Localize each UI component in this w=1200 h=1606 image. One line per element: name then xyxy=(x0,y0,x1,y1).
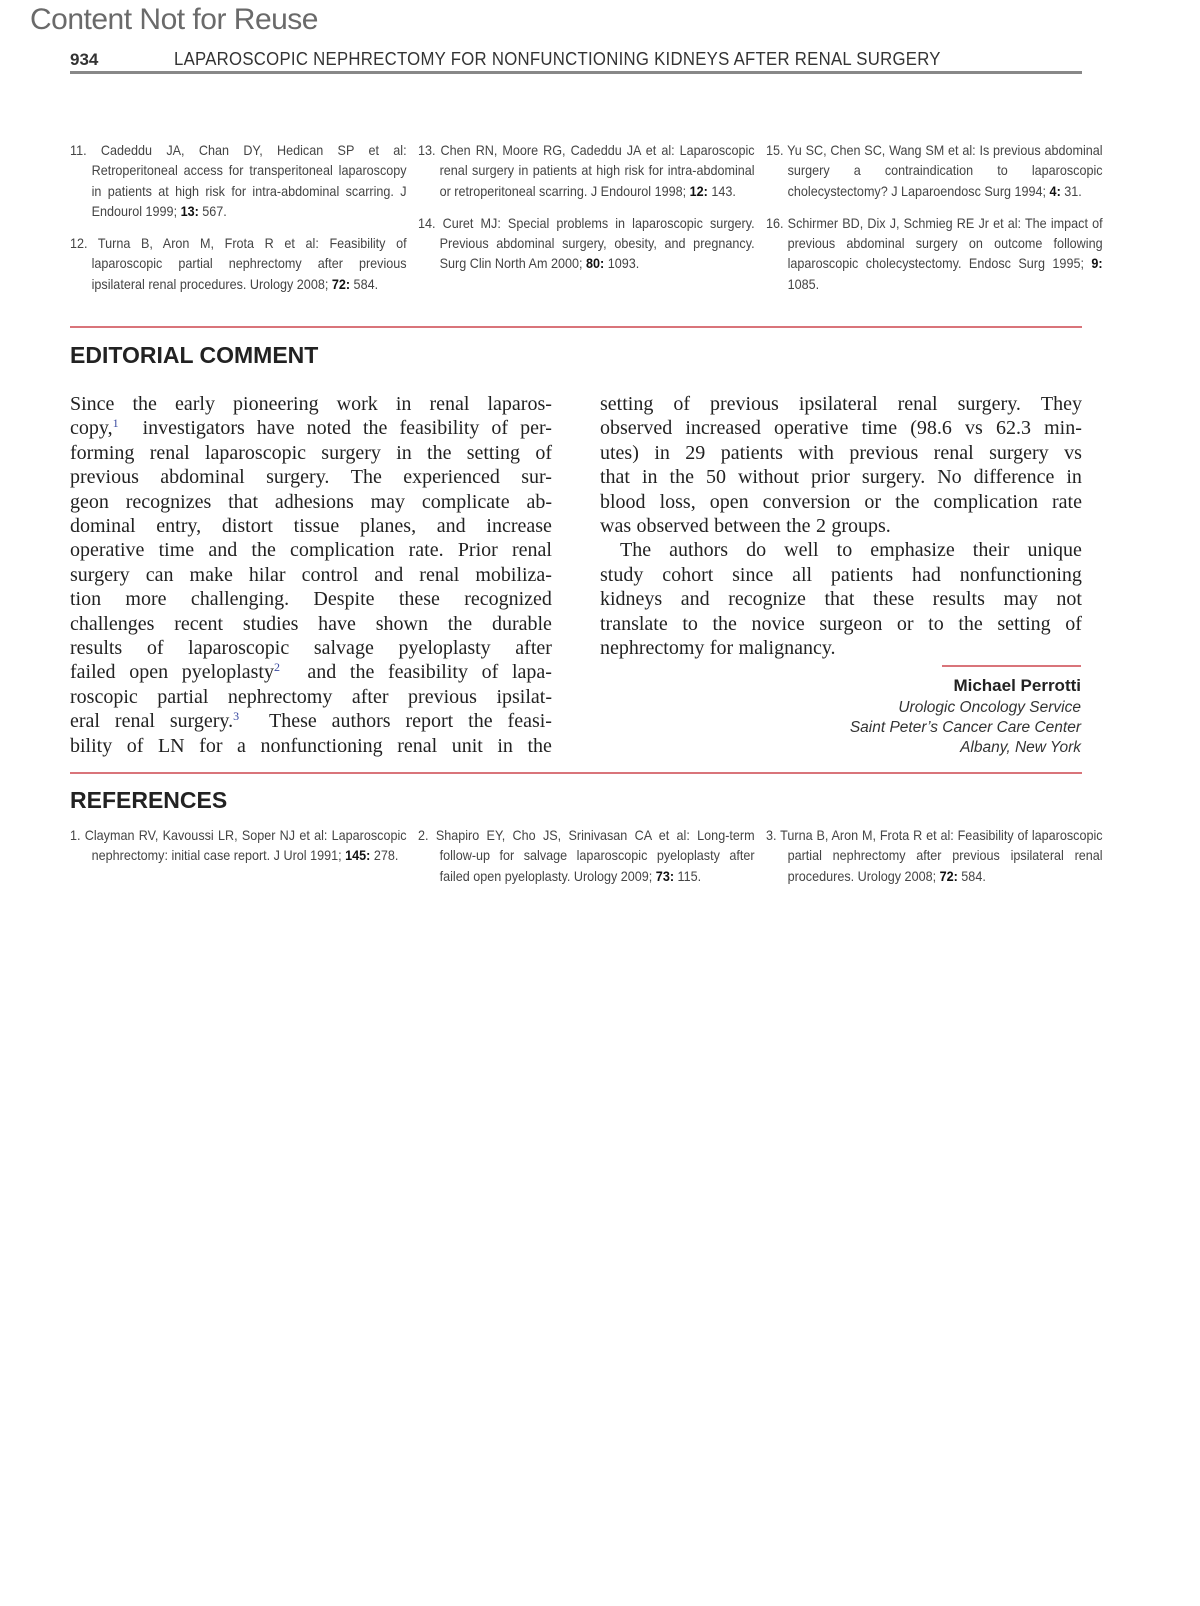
word: may xyxy=(1003,588,1038,611)
text-line xyxy=(70,490,552,514)
text-run: 1093. xyxy=(604,255,640,272)
word: or xyxy=(864,490,882,513)
word: bility xyxy=(70,734,113,757)
word: the xyxy=(669,466,694,489)
word: studies xyxy=(242,612,299,635)
word: pioneering xyxy=(233,393,319,415)
word: groups. xyxy=(831,515,891,538)
watermark: Content Not for Reuse xyxy=(30,3,318,36)
reference-item xyxy=(766,213,1103,294)
section-divider xyxy=(70,772,1082,774)
word: and xyxy=(374,563,404,586)
word: authors xyxy=(669,539,729,562)
word: malignancy. xyxy=(738,637,836,660)
author-name: Michael Perrotti xyxy=(953,676,1081,695)
word: the xyxy=(895,490,920,513)
volume-number: 9: xyxy=(1091,255,1103,272)
word: of xyxy=(146,637,164,660)
word: observed xyxy=(636,515,709,538)
word: renal xyxy=(397,734,438,757)
word: previous xyxy=(70,466,139,489)
running-header-title: LAPAROSCOPIC NEPHRECTOMY FOR NONFUNCTIONING KIDNEYS AFTER RENAL SURGERY xyxy=(174,49,941,69)
text-line xyxy=(600,636,1082,660)
word: renal xyxy=(149,441,190,464)
text-line xyxy=(70,636,552,660)
word: rate. xyxy=(408,539,444,562)
word: of xyxy=(491,417,509,440)
word: nephrectomy xyxy=(227,685,333,708)
word: conversion xyxy=(762,490,851,513)
word: blood xyxy=(600,490,646,513)
word: recognize xyxy=(728,588,806,611)
text-run: 11. Cadeddu JA, Chan DY, Hedican SP et al: Retroperitoneal access for transperitoneal laparoscopy in patients at high risk for intra-abdominal scarring. J Endourol 1999; xyxy=(70,142,407,219)
word: can xyxy=(145,563,174,586)
text-line xyxy=(70,660,552,684)
continued-references xyxy=(70,140,1103,306)
word: durable xyxy=(491,612,552,635)
text-line xyxy=(70,392,552,416)
word: laparos- xyxy=(487,393,552,415)
author-institution: Saint Peter’s Cancer Care Center xyxy=(849,719,1081,736)
word: vs xyxy=(965,417,983,440)
word: recent xyxy=(174,612,224,635)
text-run: 115. xyxy=(674,867,702,884)
word: mobiliza- xyxy=(475,563,552,586)
word: abdominal xyxy=(160,466,245,489)
reference-column xyxy=(418,140,755,306)
reference-item xyxy=(766,140,1103,201)
text-run: 1. Clayman RV, Kavoussi LR, Soper NJ et al: Laparoscopic nephrectomy: initial case report. J Urol 1991; xyxy=(70,827,407,864)
word: to xyxy=(682,612,698,635)
text-line xyxy=(600,441,1082,465)
text-run: 3. Turna B, Aron M, Frota R et al: Feasibility of laparoscopic partial nephrectomy after previous ipsilateral renal procedures. Urology 2008; xyxy=(766,827,1103,884)
word: more xyxy=(125,588,167,611)
word: feasi- xyxy=(507,710,552,733)
word: report xyxy=(405,710,454,733)
word: renal xyxy=(419,563,460,586)
word: experienced xyxy=(403,466,500,489)
editorial-column-right xyxy=(600,392,1082,660)
word: that xyxy=(228,490,259,513)
word: time xyxy=(861,417,898,440)
word: and xyxy=(208,539,238,562)
word: vs xyxy=(1064,441,1082,464)
word: min- xyxy=(1044,417,1082,440)
word: of xyxy=(1065,612,1082,635)
text-run: 16. Schirmer BD, Dix J, Schmieg RE Jr et al: The impact of previous abdominal surgery on outcome following laparoscopic cholecystectomy. Endosc Surg 1995; xyxy=(766,214,1103,272)
word: the xyxy=(349,661,375,684)
word: make xyxy=(189,563,233,586)
word: complication xyxy=(290,539,395,562)
word: and xyxy=(436,515,466,538)
volume-number: 80: xyxy=(585,255,605,272)
text-line xyxy=(600,563,1082,587)
text-line xyxy=(70,734,552,758)
word: well xyxy=(784,539,819,562)
word: open xyxy=(129,661,169,684)
word: ab- xyxy=(526,490,552,513)
signature-rule xyxy=(942,665,1081,667)
word: tissue xyxy=(293,515,340,538)
word: that xyxy=(824,588,855,611)
text-line xyxy=(70,587,552,611)
word: all xyxy=(792,563,813,586)
word: in xyxy=(1066,466,1082,489)
text-line xyxy=(600,538,1082,562)
word: between xyxy=(714,515,781,538)
word: renal xyxy=(897,393,938,415)
word: rate xyxy=(1051,490,1082,513)
volume-number: 72: xyxy=(939,867,958,884)
reference-item xyxy=(70,140,407,221)
word: setting xyxy=(997,612,1051,635)
word: for xyxy=(709,637,734,660)
text-line xyxy=(600,392,1082,416)
page-number: 934 xyxy=(70,50,99,69)
word: sur- xyxy=(521,466,552,489)
references-heading: REFERENCES xyxy=(70,787,228,813)
word: their xyxy=(972,539,1010,562)
reference-item xyxy=(766,825,1103,886)
reference-column xyxy=(70,825,407,898)
word: nonfunctioning xyxy=(959,563,1082,586)
word: surgery. xyxy=(861,466,926,489)
editorial-heading: EDITORIAL COMMENT xyxy=(70,342,319,368)
word: renal xyxy=(512,539,552,562)
text-run: 278. xyxy=(370,847,399,864)
word: investigators xyxy=(142,417,245,440)
word: the xyxy=(468,710,493,733)
word: complicate xyxy=(421,490,510,513)
word: surgery. xyxy=(266,466,330,489)
word: the xyxy=(712,612,737,635)
word: control xyxy=(301,563,359,586)
word: recognizes xyxy=(125,490,212,513)
volume-number: 73: xyxy=(655,867,675,884)
citation-superscript: 3 xyxy=(233,709,240,724)
word: loss, xyxy=(659,490,696,513)
text-run: 31. xyxy=(1060,182,1082,199)
word: of xyxy=(673,393,690,415)
citation-superscript: 2 xyxy=(273,660,280,675)
word: increased xyxy=(685,417,761,440)
word: previous xyxy=(408,685,477,708)
word: challenging. xyxy=(190,588,290,611)
word: failed xyxy=(70,661,116,684)
word: laparoscopic xyxy=(204,441,307,464)
word: 2 xyxy=(815,515,826,538)
word: patients xyxy=(830,563,894,586)
volume-number: 12: xyxy=(689,182,708,199)
word: lapa- xyxy=(512,661,552,684)
word: the xyxy=(786,515,811,538)
word: of xyxy=(481,661,499,684)
word: have xyxy=(256,417,295,440)
word: These xyxy=(268,710,317,733)
reference-item xyxy=(418,140,755,201)
word: pyeloplasty$^2$ xyxy=(181,660,280,684)
word: after xyxy=(351,685,389,708)
word: cohort xyxy=(662,563,714,586)
word: feasibility xyxy=(388,661,468,684)
text-line xyxy=(600,416,1082,440)
word: increase xyxy=(486,515,552,538)
word: early xyxy=(175,393,215,415)
word: prior xyxy=(811,466,850,489)
word: 50 xyxy=(705,466,726,489)
word: in xyxy=(654,441,670,464)
word: nephrectomy xyxy=(600,637,705,660)
text-line xyxy=(70,685,552,709)
word: laparoscopic xyxy=(188,637,290,660)
word: the xyxy=(427,441,452,464)
text-run: 14. Curet MJ: Special problems in laparoscopic surgery. Previous abdominal surgery, obesity, and pregnancy. Surg Clin North Am 2000; xyxy=(418,214,755,272)
word: the xyxy=(132,393,157,415)
word: setting xyxy=(600,393,654,415)
volume-number: 4: xyxy=(1049,182,1061,199)
word: ipsilateral xyxy=(798,393,878,415)
text-line xyxy=(70,612,552,636)
references-list xyxy=(70,825,1103,898)
word: adhesions xyxy=(274,490,354,513)
word: Despite xyxy=(313,588,375,611)
word: operative xyxy=(70,539,145,562)
word: recognized xyxy=(464,588,552,611)
word: emphasize xyxy=(870,539,955,562)
word: The xyxy=(600,539,652,562)
word: ipsilat- xyxy=(496,685,552,708)
word: was xyxy=(600,515,632,538)
word: Prior xyxy=(457,539,498,562)
word: in xyxy=(641,466,658,489)
word: have xyxy=(318,612,356,635)
word: these xyxy=(873,588,915,611)
word: The xyxy=(350,466,382,489)
word: eral xyxy=(70,710,100,733)
word: after xyxy=(515,637,552,660)
word: previous xyxy=(849,441,919,464)
word: LN xyxy=(157,734,185,757)
word: the xyxy=(447,612,473,635)
text-line xyxy=(600,587,1082,611)
word: observed xyxy=(600,417,673,440)
section-divider xyxy=(70,326,1082,328)
word: these xyxy=(398,588,440,611)
word: surgery. xyxy=(957,393,1021,415)
word: a xyxy=(237,734,246,757)
word: with xyxy=(798,441,834,464)
word: challenges xyxy=(70,612,155,635)
text-run: 143. xyxy=(707,182,736,199)
reference-column xyxy=(418,825,755,898)
word: translate xyxy=(600,612,668,635)
word: that xyxy=(600,466,630,489)
word: surgery xyxy=(321,441,381,464)
word: surgeon xyxy=(819,612,883,635)
text-line xyxy=(600,514,1082,538)
reference-item xyxy=(418,213,755,274)
word: operative xyxy=(774,417,849,440)
word: work xyxy=(336,393,378,415)
word: kidneys xyxy=(600,588,663,611)
word: results xyxy=(70,637,123,660)
word: the xyxy=(958,612,983,635)
word: salvage xyxy=(313,637,374,660)
word: hilar xyxy=(248,563,286,586)
word: No xyxy=(937,466,962,489)
word: of xyxy=(126,734,144,757)
word: unique xyxy=(1027,539,1082,562)
word: authors xyxy=(331,710,391,733)
word: entry, xyxy=(156,515,202,538)
text-line xyxy=(70,465,552,489)
word: not xyxy=(1056,588,1082,611)
reference-column xyxy=(766,140,1103,306)
word: novice xyxy=(751,612,805,635)
volume-number: 145: xyxy=(345,847,371,864)
word: in xyxy=(395,393,412,415)
text-line xyxy=(70,416,552,440)
word: previous xyxy=(709,393,779,415)
word: complication xyxy=(933,490,1038,513)
word: do xyxy=(746,539,767,562)
word: or xyxy=(896,612,914,635)
text-line xyxy=(600,490,1082,514)
citation-superscript: 1 xyxy=(112,416,119,431)
word: since xyxy=(732,563,774,586)
text-line xyxy=(70,514,552,538)
text-run: 1085. xyxy=(787,275,820,292)
word: per- xyxy=(520,417,552,440)
author-location: Albany, New York xyxy=(960,739,1081,756)
word: renal xyxy=(429,393,470,415)
word: of xyxy=(535,441,552,464)
text-line xyxy=(70,538,552,562)
word: shown xyxy=(375,612,428,635)
word: without xyxy=(737,466,800,489)
text-run: 2. Shapiro EY, Cho JS, Srinivasan CA et al: Long-term follow-up for salvage laparoscopic pyeloplasty after failed open pyeloplasty. Urology 2009; xyxy=(418,827,755,884)
word: results xyxy=(932,588,985,611)
word: 62.3 xyxy=(995,417,1031,440)
word: had xyxy=(911,563,941,586)
reference-item xyxy=(418,825,755,886)
text-line xyxy=(600,612,1082,636)
word: unit xyxy=(451,734,483,757)
header-rule xyxy=(70,71,1082,74)
word: feasibility xyxy=(399,417,480,440)
word: may xyxy=(370,490,406,513)
word: study xyxy=(600,563,644,586)
word: in xyxy=(497,734,513,757)
author-department: Urologic Oncology Service xyxy=(898,699,1081,716)
word: surgery.$^3$ xyxy=(169,709,240,733)
word: difference xyxy=(973,466,1055,489)
word: planes, xyxy=(359,515,417,538)
text-line xyxy=(70,709,552,733)
reference-column xyxy=(70,140,407,306)
reference-column xyxy=(766,825,1103,898)
word: to xyxy=(928,612,944,635)
word: the xyxy=(363,417,388,440)
word: distort xyxy=(221,515,273,538)
word: 29 xyxy=(685,441,706,464)
word: patients xyxy=(720,441,783,464)
word: partial xyxy=(157,685,209,708)
reference-item xyxy=(70,233,407,294)
word: surgery xyxy=(70,563,130,586)
text-line xyxy=(70,441,552,465)
volume-number: 72: xyxy=(331,275,351,292)
word: Since xyxy=(70,393,115,415)
word: surgery xyxy=(989,441,1049,464)
text-line xyxy=(70,563,552,587)
word: the xyxy=(251,539,276,562)
word: in xyxy=(396,441,412,464)
word: for xyxy=(199,734,223,757)
word: time xyxy=(158,539,195,562)
word: geon xyxy=(70,490,109,513)
text-run: 567. xyxy=(198,202,227,219)
text-line xyxy=(600,465,1082,489)
word: the xyxy=(527,734,552,757)
word: and xyxy=(680,588,710,611)
word: to xyxy=(836,539,853,562)
word: renal xyxy=(114,710,155,733)
reference-item xyxy=(70,825,407,866)
word: utes) xyxy=(600,441,639,464)
word: forming xyxy=(70,441,135,464)
text-run: 12. Turna B, Aron M, Frota R et al: Feasibility of laparoscopic partial nephrectomy after previous ipsilateral renal procedures. Urology 2008; xyxy=(70,235,407,292)
text-run: 584. xyxy=(350,275,379,292)
word: copy,$^1$ xyxy=(70,416,119,440)
word: setting xyxy=(466,441,521,464)
word: and xyxy=(307,661,337,684)
word: open xyxy=(709,490,749,513)
text-run: 15. Yu SC, Chen SC, Wang SM et al: Is previous abdominal surgery a contraindication to laparoscopic cholecystectomy? J Laparoendosc Surg 1994; xyxy=(766,142,1103,199)
word: tion xyxy=(70,588,102,611)
word: They xyxy=(1040,393,1082,415)
word: noted xyxy=(306,417,351,440)
word: roscopic xyxy=(70,685,138,708)
volume-number: 13: xyxy=(180,202,199,219)
word: renal xyxy=(933,441,974,464)
editorial-column-left xyxy=(70,392,552,758)
word: pyeloplasty xyxy=(398,637,491,660)
word: dominal xyxy=(70,515,136,538)
text-run: 584. xyxy=(957,867,986,884)
text-run: 13. Chen RN, Moore RG, Cadeddu JA et al: Laparoscopic renal surgery in patients at high risk for intra-abdominal or retroperitoneal scarring. J Endourol 1998; xyxy=(418,142,755,199)
word: nonfunctioning xyxy=(260,734,383,757)
word: (98.6 xyxy=(910,417,952,440)
